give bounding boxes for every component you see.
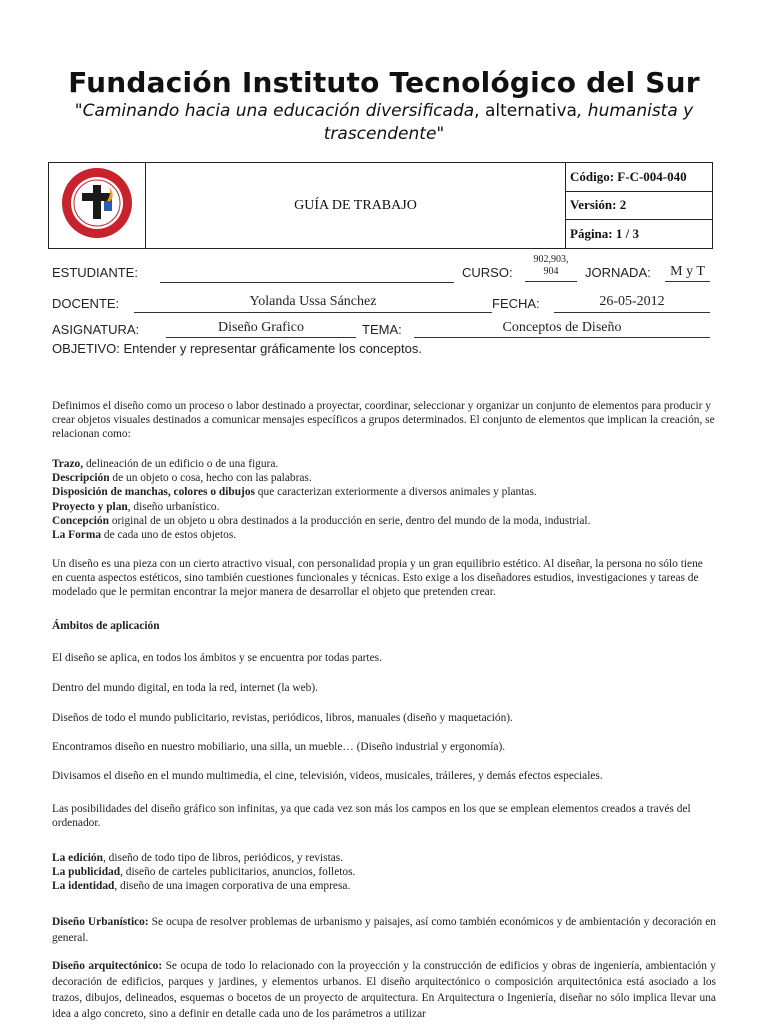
date-field[interactable]: 26-05-2012 — [554, 294, 710, 313]
student-label: ESTUDIANTE: — [52, 265, 138, 280]
area-item: La publicidad, diseño de carteles publicitarios, anuncios, folletos. — [52, 866, 356, 879]
topic-label: TEMA: — [362, 322, 402, 337]
course-value-line-1: 902,903, — [533, 254, 569, 265]
course-field[interactable] — [525, 254, 577, 282]
area-item: La identidad, diseño de una imagen corporativa de una empresa. — [52, 880, 351, 893]
urban-design-paragraph: Diseño Urbanístico: Se ocupa de resolver problemas de urbanismo y paisajes, así como también económicos y de ambientación y decoración en general. — [52, 916, 716, 944]
institution-motto: "Caminando hacia una educación diversificada, alternativa, humanista y trascendente" — [74, 101, 694, 144]
intro-paragraph: Definimos el diseño como un proceso o labor destinado a proyectar, coordinar, seleccionar y organizar un conjunto de elementos para producir y crear objetos visuales destinados a comunicar mensajes específicos a grupos determinados. El conjunto de elementos que implican la creación, se relacionan como: — [52, 400, 715, 441]
paragraph-multimedia: Divisamos el diseño en el mundo multimedia, el cine, televisión, videos, musicales, tráileres, y demás efectos especiales. — [52, 770, 603, 782]
date-label: FECHA: — [492, 296, 540, 311]
shift-label: JORNADA: — [585, 265, 651, 280]
form-version: Versión: 2 — [566, 191, 713, 220]
paragraph-advertising: Diseños de todo el mundo publicitario, revistas, periódicos, libros, manuales (diseño y maquetación). — [52, 712, 513, 724]
logo-cell — [49, 163, 146, 249]
subject-field[interactable]: Diseño Grafico — [166, 320, 356, 338]
teacher-field[interactable]: Yolanda Ussa Sánchez — [134, 294, 492, 313]
institution-title: Fundación Instituto Tecnológico del Sur — [68, 66, 700, 99]
definition-item: Trazo, delineación de un edificio o de una figura. — [52, 458, 279, 470]
shift-field[interactable]: M y T — [665, 264, 710, 282]
paragraph-possibilities: Las posibilidades del diseño gráfico son infinitas, ya que cada vez son más los campos en los que se emplean elementos creados a través del ordenador. — [52, 803, 691, 830]
objective: OBJETIVO: Entender y representar gráficamente los conceptos. — [52, 341, 422, 356]
architectural-design-paragraph: Diseño arquitectónico: Se ocupa de todo lo relacionado con la proyección y la construcción de edificios y obras de ingeniería, ambientación y decoración de edificios, parques y jardines, y elementos urbanos. El diseño arquitectónico o composición arquitectónica está asociado a los trazos, dibujos, delineados, esquemas o bocetos de un proyecto de arquitectura. En Arquitectura o Ingeniería, diseñar no sólo implica llevar una idea a algo concreto, sino a definir en detalle cada uno de los parámetros a utilizar — [52, 960, 717, 1020]
institution-seal-icon — [49, 163, 145, 243]
paragraph-digital: Dentro del mundo digital, en toda la red, internet (la web). — [52, 682, 319, 694]
subject-label: ASIGNATURA: — [52, 322, 140, 337]
student-field[interactable] — [160, 266, 454, 283]
teacher-label: DOCENTE: — [52, 296, 120, 311]
areas-list — [52, 851, 716, 894]
definition-item: Concepción original de un objeto u obra destinados a la producción en serie, dentro del mundo de la moda, industrial. — [52, 514, 591, 527]
definition-item: Descripción de un objeto o cosa, hecho con las palabras. — [52, 472, 312, 485]
form-code: Código: F-C-004-040 — [566, 163, 713, 192]
definition-item: La Forma de cada uno de estos objetos. — [52, 529, 237, 542]
section-heading: Ámbitos de aplicación — [52, 620, 160, 632]
definition-item: Proyecto y plan, diseño urbanístico. — [52, 500, 220, 513]
topic-field[interactable]: Conceptos de Diseño — [414, 320, 710, 338]
paragraph-furniture: Encontramos diseño en nuestro mobiliario, una silla, un mueble… (Diseño industrial y ergonomía). — [52, 741, 506, 753]
definition-item: Disposición de manchas, colores o dibujos que caracterizan exteriormente a diversos animales y plantas. — [52, 486, 537, 499]
definitions-list — [52, 457, 716, 542]
course-label: CURSO: — [462, 265, 513, 280]
area-item: La edición, diseño de todo tipo de libros, periódicos, y revistas. — [52, 852, 344, 864]
form-header-table — [48, 162, 713, 249]
guide-title: GUÍA DE TRABAJO — [146, 163, 566, 249]
course-value-line-2: 904 — [543, 266, 559, 277]
form-page: Página: 1 / 3 — [566, 220, 713, 249]
design-paragraph: Un diseño es una pieza con un cierto atractivo visual, con personalidad propia y un gran equilibrio estético. Al diseñar, la persona no sólo tiene en cuenta aspectos estéticos, sino también cuestiones funcionales y técnicas. Esto exige a los diseñadores estudios, investigaciones y tareas de modelado que le permitan encontrar la mejor manera de desarrollar el objeto que pretenden crear. — [52, 558, 703, 599]
paragraph-applies: El diseño se aplica, en todos los ámbitos y se encuentra por todas partes. — [52, 652, 382, 664]
